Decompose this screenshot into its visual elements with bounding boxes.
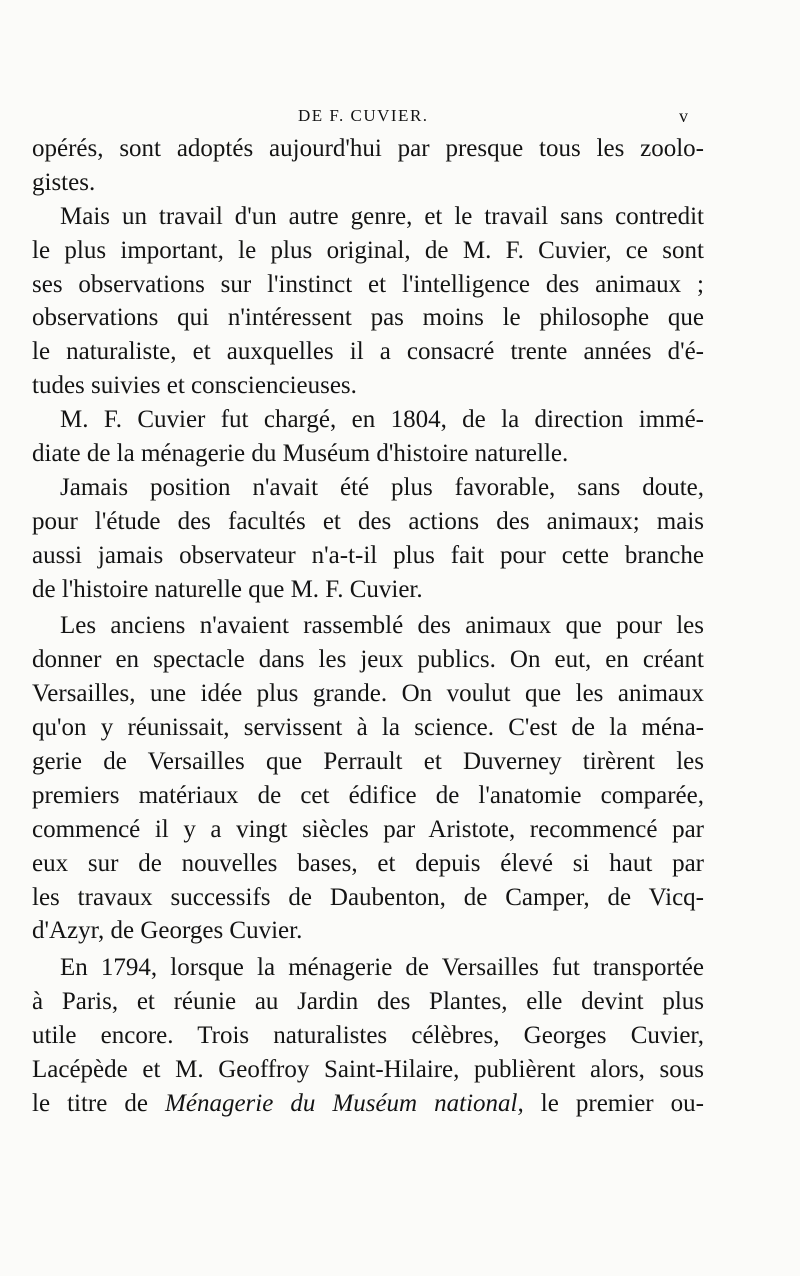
text-line: eux sur de nouvelles bases, et depuis élevé si haut par bbox=[32, 849, 704, 877]
text-line: le plus important, le plus original, de M. F. Cuvier, ce sont bbox=[32, 236, 704, 264]
text-line: opérés, sont adoptés aujourd'hui par presque tous les zoolo- bbox=[32, 135, 704, 162]
text-line: pour l'étude des facultés et des actions des animaux; mais bbox=[32, 507, 704, 535]
text-line: Versailles, une idée plus grande. On voulut que les animaux bbox=[32, 680, 704, 708]
text-line: donner en spectacle dans les jeux publics. On eut, en créant bbox=[32, 646, 704, 674]
text-line: commencé il y a vingt siècles par Aristote, recommencé par bbox=[32, 815, 704, 843]
text-line: à Paris, et réunie au Jardin des Plantes, elle devint plus bbox=[32, 988, 704, 1016]
text-line: Les anciens n'avaient rassemblé des animaux que pour les bbox=[60, 612, 704, 640]
text-line: observations qui n'intéressent pas moins le philosophe que bbox=[32, 304, 704, 332]
page-number: v bbox=[679, 106, 688, 126]
text-line: diate de la ménagerie du Muséum d'histoire naturelle. bbox=[32, 440, 569, 468]
text-line: tudes suivies et consciencieuses. bbox=[32, 372, 357, 400]
text-line: utile encore. Trois naturalistes célèbres, Georges Cuvier, bbox=[32, 1022, 704, 1050]
text-line: de l'histoire naturelle que M. F. Cuvier. bbox=[32, 575, 423, 603]
text-line: les travaux successifs de Daubenton, de Camper, de Vicq- bbox=[32, 883, 704, 911]
text-line: M. F. Cuvier fut chargé, en 1804, de la direction immé- bbox=[60, 406, 704, 434]
text-line-final bbox=[32, 1087, 704, 1121]
text-line: d'Azyr, de Georges Cuvier. bbox=[32, 917, 303, 945]
running-title: DE F. CUVIER. bbox=[298, 106, 429, 125]
body-text bbox=[32, 132, 704, 1121]
text-run: le titre de bbox=[32, 1089, 166, 1117]
text-line: aussi jamais observateur n'a-t-il plus fait pour cette branche bbox=[32, 541, 704, 569]
italic-title: Ménagerie du Muséum national, bbox=[165, 1089, 524, 1117]
text-line: Mais un travail d'un autre genre, et le travail sans contredit bbox=[60, 202, 704, 230]
running-header bbox=[0, 106, 800, 130]
text-line: Lacépède et M. Geoffroy Saint-Hilaire, publièrent alors, sous bbox=[32, 1056, 704, 1084]
text-line: gistes. bbox=[32, 168, 96, 196]
text-line: En 1794, lorsque la ménagerie de Versailles fut transportée bbox=[60, 954, 704, 982]
text-line: Jamais position n'avait été plus favorable, sans doute, bbox=[60, 473, 704, 501]
text-line: qu'on y réunissait, servissent à la science. C'est de la ména- bbox=[32, 714, 704, 742]
text-line: gerie de Versailles que Perrault et Duverney tirèrent les bbox=[32, 748, 704, 776]
text-line: le naturaliste, et auxquelles il a consacré trente années d'é- bbox=[32, 338, 704, 366]
text-line: ses observations sur l'instinct et l'intelligence des animaux ; bbox=[32, 270, 704, 298]
text-run: le premier ou- bbox=[523, 1089, 704, 1117]
text-line: premiers matériaux de cet édifice de l'anatomie comparée, bbox=[32, 781, 704, 809]
